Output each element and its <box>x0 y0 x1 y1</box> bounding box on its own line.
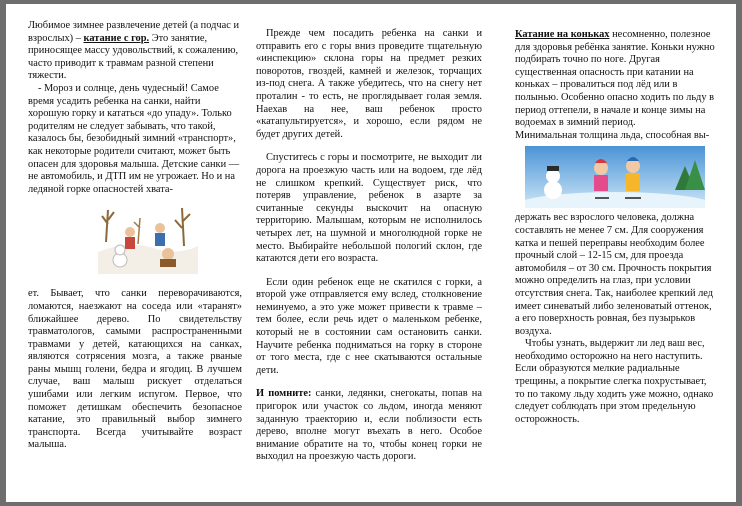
road-paragraph: Спуститесь с горы и посмотрите, не выходит ли дорога на проезжую часть или на водоем, где лёд не слишком крепкий. Существует риск, что потеряв управление, ребенок в азарте за считанные секунды выскочит на опасную территорию. Малышам, которым не исполнилось четырех лет, на шумной и многолюдной горке не место. Выбирайте небольшой пологий склон, где катаются дети его возраста. <box>256 152 482 265</box>
brochure-page <box>6 4 736 502</box>
column-slope-safety <box>256 28 482 464</box>
sledding-illustration <box>98 202 198 274</box>
inspection-paragraph: Прежде чем посадить ребенка на санки и отправить его с горы вниз проведите тщательную «инспекцию» склона горы на предмет резких поворотов, гвоздей, камней и железок, торчащих из-под снега. А также убедитесь, что на снегу нет проталин - то есть, не проглядывает голая земля. Наехав на нее, ваш ребенок просто «катапультируется», и хорошо, если рядом не будет других детей. <box>256 28 482 140</box>
column-skating <box>515 29 716 426</box>
sledding-heading: катание с гор. <box>83 32 150 44</box>
ice-test-paragraph: Чтобы узнать, выдержит ли лед ваш вес, необходимо осторожно на него наступить. Если образуются мелкие радиальные трещины, а покрытие слегка похрустывает, то по такому льду ходить уже можно, однако следует соблюдать при этом предельную осторожность. <box>515 338 714 425</box>
intro-paragraph: Любимое зимнее развлечение детей (а подчас и взрослых) – катание с гор. Это занятие, приносящее массу удовольствий, к сожалению, часто приводит к травмам разной степени тяжести. <box>28 20 240 82</box>
sledding-injuries-paragraph: ет. Бывает, что санки переворачиваются, ломаются, наезжают на соседа или «таранят» ближайшее дерево. По свидетельству травматологов, самыми распространенными травмами у детей, катающихся на санках, являются сотрясения мозга, а также рваные раны мышц голени, бедра и ягодиц. В лучшем случае, ваш малыш рискует отделаться ушибами или легким испугом. Первое, что поможет детишкам обеспечить безопасное катание, это правильный выбор зимнего транспорта. Всегда учитывайте возраст малыша. <box>28 288 242 451</box>
skating-illustration <box>525 146 705 208</box>
column-sledding <box>28 20 242 452</box>
skating-heading: Катание на коньках <box>515 29 610 40</box>
skating-intro-paragraph: Катание на коньках несомненно, полезное для здоровья ребёнка занятие. Коньки нужно подбирать точно по ноге. Другая существенная опасность при катании на коньках – провалиться под лёд или в полынью. Особенно опасно ходить по льду в период оттепели, в начале и конце зимы на водоемах в зимний период. <box>515 29 715 129</box>
ice-thickness-paragraph: держать вес взрослого человека, должна составлять не менее 7 см. Для сооружения катка и пешей переправы необходим более прочный слой – 12-15 см, для проезда автомобиля – от 30 см. Прочность покрытия можно определить на глаз, при условии отсутствия снега. Так, наиболее крепкий лед имеет синеватый либо зеленоватый оттенок, а его поверхность ровная, без пузырьков воздуха. <box>515 212 714 337</box>
frost-paragraph: - Мороз и солнце, день чудесный! Самое время усадить ребенка на санки, найти хорошую горку и кататься «до упаду». Только родителям не следует забывать, что такой, казалось бы, безобидный зимний «транспорт», как некоторые родители считают, может быть опасен для здоровья малыша. Детские санки — не автомобиль, и ДТП им не угрожает. Но и на ледяной горке опасностей хвата- <box>28 82 240 195</box>
remember-paragraph: И помните: санки, ледянки, снегокаты, попав на пригорок или участок со льдом, иногда меняют заданную траекторию и, если поблизости есть дерево, вполне могут въехать в него. Особое внимание обратите на то, чтобы конец горки не выходил на проезжую часть дороги. <box>256 388 482 463</box>
ice-thickness-lead: Минимальная толщина льда, способная вы- <box>515 129 710 141</box>
remember-label: И помните: <box>256 388 312 400</box>
collision-paragraph: Если один ребенок еще не скатился с горки, а второй уже отправляется ему вслед, столкновение неминуемо, а это уже может привести к травме – тем более, если речь идет о маленьком ребенке, который не в состоянии сам остановить санки. Научите ребенка подниматься на горку в стороне от того места, где с нее скатываются остальные дети. <box>256 276 482 376</box>
